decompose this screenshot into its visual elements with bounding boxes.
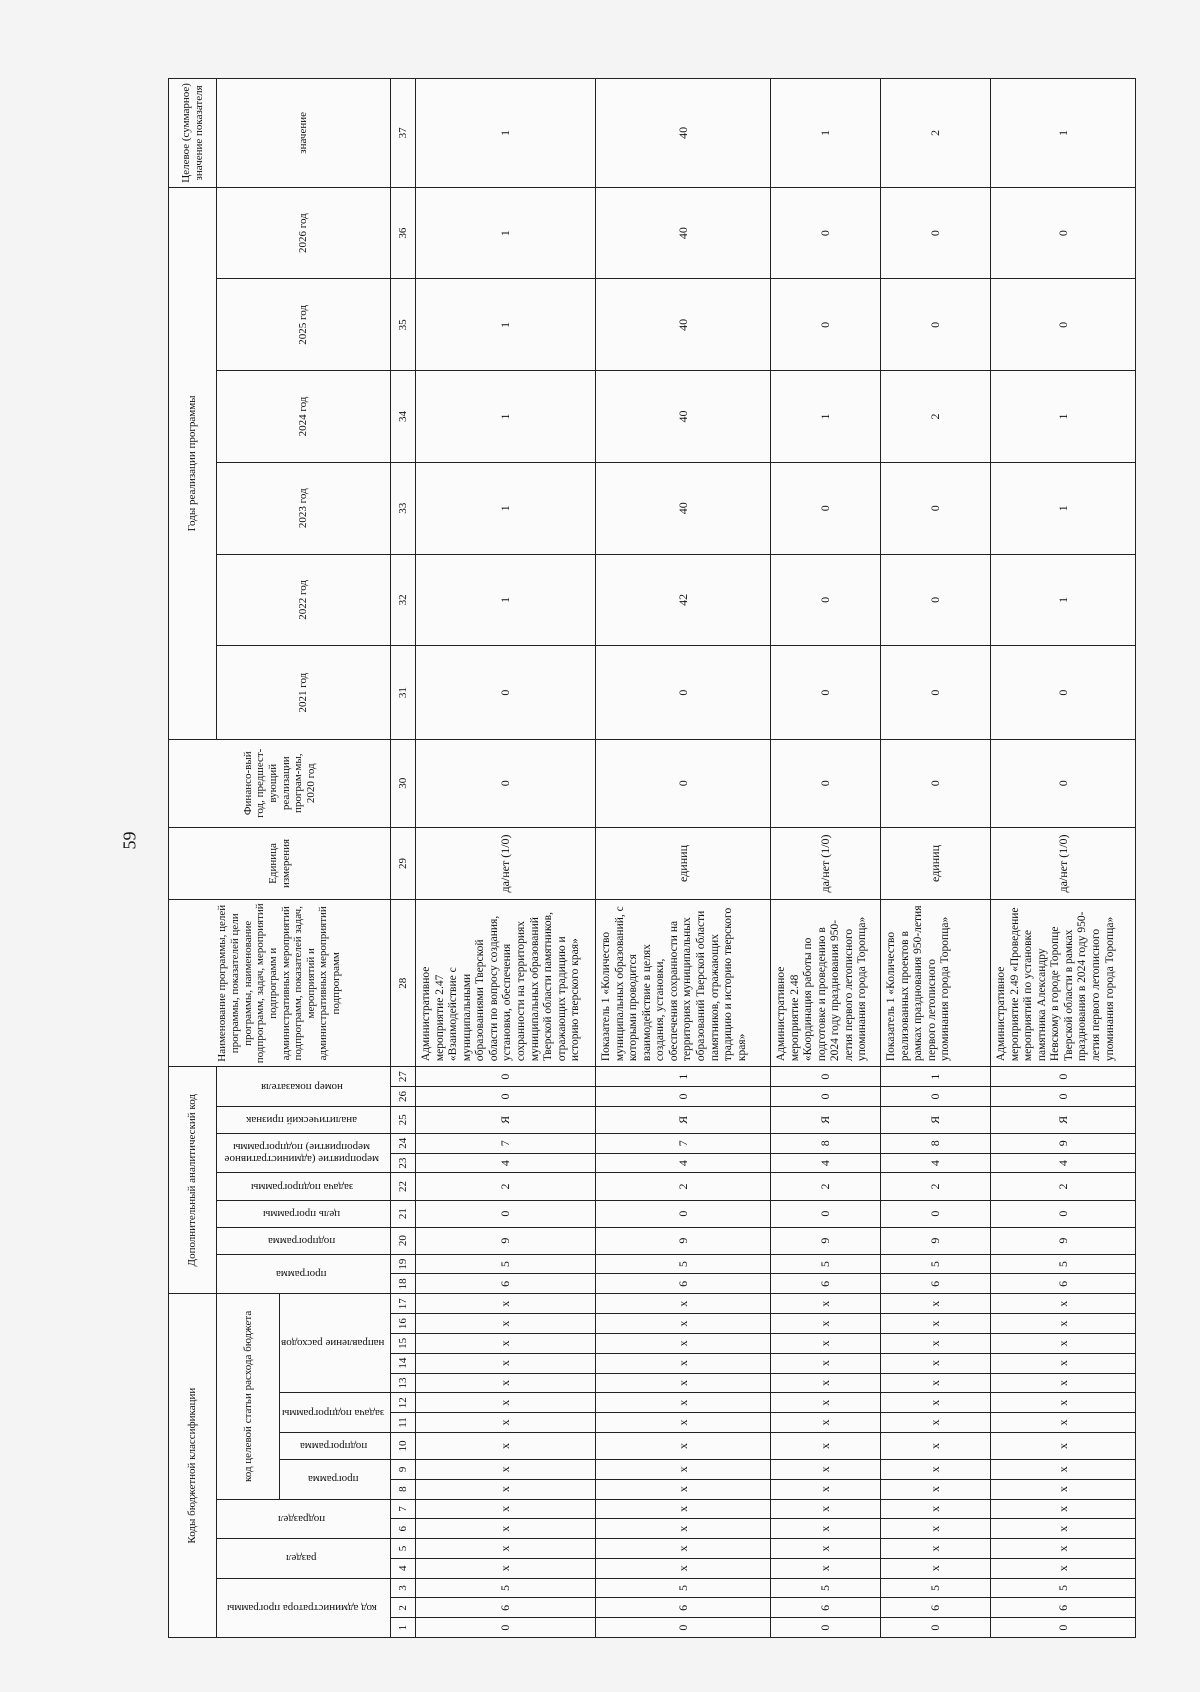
column-number: 21 (391, 1200, 416, 1227)
code-cell: х (416, 1459, 596, 1479)
value-cell: 1 (991, 79, 1136, 188)
year-2021-header: 2021 год (217, 646, 391, 740)
column-number: 4 (391, 1558, 416, 1578)
code-cell: х (596, 1314, 771, 1334)
column-number: 15 (391, 1333, 416, 1353)
code-cell: х (596, 1499, 771, 1519)
value-cell: 1 (416, 371, 596, 463)
value-cell: 0 (596, 646, 771, 740)
code-cell: Я (596, 1106, 771, 1133)
code-cell: х (881, 1353, 991, 1373)
column-number: 31 (391, 646, 416, 740)
code-cell: х (416, 1294, 596, 1314)
ac-event-header: мероприятие (административное мероприятие) подпрограммы (217, 1133, 391, 1173)
code-cell: 0 (881, 1087, 991, 1107)
ac-goal-header: цель программы (217, 1200, 391, 1227)
value-cell: 0 (881, 462, 991, 554)
code-cell: х (771, 1459, 881, 1479)
code-cell: х (596, 1432, 771, 1459)
code-cell: 0 (771, 1618, 881, 1638)
code-cell: х (991, 1314, 1136, 1334)
value-cell: 0 (881, 646, 991, 740)
code-cell: х (596, 1353, 771, 1373)
value-cell: 40 (596, 462, 771, 554)
value-cell: 1 (771, 79, 881, 188)
code-cell: 6 (596, 1274, 771, 1294)
value-cell: 0 (881, 740, 991, 828)
code-cell: 0 (881, 1618, 991, 1638)
code-cell: 0 (991, 1200, 1136, 1227)
table-row (771, 79, 881, 1638)
code-cell: х (991, 1413, 1136, 1433)
code-cell: 4 (416, 1153, 596, 1173)
code-cell: 9 (771, 1227, 881, 1254)
code-cell: х (881, 1539, 991, 1559)
code-cell: Я (771, 1106, 881, 1133)
code-cell: 6 (991, 1274, 1136, 1294)
subprogram-header: подпрограмма (280, 1432, 391, 1459)
code-cell: 6 (881, 1598, 991, 1618)
column-number: 26 (391, 1087, 416, 1107)
description-cell: Административное мероприятие 2.48 «Координация работы по подготовке и проведению в 2024 году празднования 950-летия первого летописного упоминания города Торопца» (771, 900, 881, 1067)
code-cell: 1 (881, 1067, 991, 1087)
subprogram-task-header: задача подпрограммы (280, 1393, 391, 1433)
column-number: 13 (391, 1373, 416, 1393)
code-cell: х (881, 1479, 991, 1499)
column-number: 27 (391, 1067, 416, 1087)
code-cell: 0 (991, 1618, 1136, 1638)
code-cell: 4 (596, 1153, 771, 1173)
analytic-code-header: Дополнительный аналитический код (169, 1067, 217, 1294)
code-cell: 8 (881, 1133, 991, 1153)
code-cell: 6 (991, 1598, 1136, 1618)
ac-indicator-header: номер показателя (217, 1067, 391, 1107)
value-cell: 40 (596, 187, 771, 279)
code-cell: 0 (771, 1087, 881, 1107)
unit-header: Единица измерения (169, 827, 391, 900)
code-cell: х (596, 1373, 771, 1393)
code-cell: Я (991, 1106, 1136, 1133)
ac-task-header: задача подпрограммы (217, 1173, 391, 1200)
code-cell: 5 (416, 1254, 596, 1274)
table-row (991, 79, 1136, 1638)
code-cell: х (881, 1432, 991, 1459)
value-cell: 1 (771, 371, 881, 463)
code-cell: х (416, 1519, 596, 1539)
column-number: 23 (391, 1153, 416, 1173)
table-row (596, 79, 771, 1638)
column-number: 3 (391, 1578, 416, 1598)
name-header: Наименование программы, целей программы, показателей цели программы, наименование подпрограмм, задач, мероприятий подпрограмм и административных мероприятий подпрограмм, показателей задач, мероприятий и административных мероприятий подпрограмм (169, 900, 391, 1067)
code-cell: 6 (416, 1274, 596, 1294)
value-cell: 0 (771, 279, 881, 371)
value-cell: 0 (881, 554, 991, 646)
admin-code-header: код администратора программы (217, 1578, 391, 1637)
description-cell: Показатель 1 «Количество реализованных проектов в рамках празднования 950-летия первого летописного упоминания города Торопца» (881, 900, 991, 1067)
code-cell: 4 (771, 1153, 881, 1173)
code-cell: 0 (991, 1087, 1136, 1107)
column-number: 18 (391, 1274, 416, 1294)
code-cell: х (991, 1459, 1136, 1479)
value-cell: 1 (991, 371, 1136, 463)
description-cell: Административное мероприятие 2.47 «Взаимодействие с муниципальными образованиями Тверской области по вопросу создания, установки, обеспечения сохранности на территориях муниципальных образований Тверской области памятников, отражающих традицию и историю тверского края» (416, 900, 596, 1067)
code-cell: 1 (596, 1067, 771, 1087)
code-cell: х (596, 1333, 771, 1353)
code-cell: х (771, 1294, 881, 1314)
value-cell: 40 (596, 279, 771, 371)
code-cell: х (416, 1413, 596, 1433)
code-cell: 6 (596, 1598, 771, 1618)
code-cell: х (881, 1333, 991, 1353)
code-cell: х (596, 1294, 771, 1314)
code-cell: х (596, 1539, 771, 1559)
code-cell: 5 (771, 1254, 881, 1274)
years-group-header: Годы реализации программы (169, 187, 217, 739)
value-cell: 1 (991, 554, 1136, 646)
value-cell: 0 (416, 646, 596, 740)
code-cell: х (771, 1558, 881, 1578)
code-cell: х (596, 1413, 771, 1433)
column-number: 12 (391, 1393, 416, 1413)
program-header: программа (280, 1459, 391, 1499)
column-number-row (391, 79, 416, 1638)
value-cell: 1 (416, 462, 596, 554)
code-cell: х (416, 1539, 596, 1559)
value-cell: 0 (771, 462, 881, 554)
code-cell: х (771, 1333, 881, 1353)
column-number: 36 (391, 187, 416, 279)
code-cell: х (416, 1499, 596, 1519)
column-number: 33 (391, 462, 416, 554)
unit-cell: да/нет (1/0) (771, 827, 881, 900)
code-cell: х (771, 1314, 881, 1334)
value-cell: 40 (596, 79, 771, 188)
column-number: 9 (391, 1459, 416, 1479)
code-cell: 2 (596, 1173, 771, 1200)
code-cell: 5 (991, 1578, 1136, 1598)
code-cell: х (991, 1519, 1136, 1539)
code-cell: 9 (991, 1227, 1136, 1254)
code-cell: 4 (991, 1153, 1136, 1173)
code-cell: х (771, 1353, 881, 1373)
code-cell: 9 (991, 1133, 1136, 1153)
column-number: 10 (391, 1432, 416, 1459)
ac-attr-header: аналитический признак (217, 1106, 391, 1133)
code-cell: 0 (771, 1067, 881, 1087)
section-header: раздел (217, 1539, 391, 1579)
year-2022-header: 2022 год (217, 554, 391, 646)
code-cell: х (416, 1558, 596, 1578)
code-cell: Я (881, 1106, 991, 1133)
code-cell: 6 (416, 1598, 596, 1618)
column-number: 29 (391, 827, 416, 900)
column-number: 35 (391, 279, 416, 371)
code-cell: 0 (596, 1200, 771, 1227)
code-cell: 2 (416, 1173, 596, 1200)
value-cell: 0 (771, 740, 881, 828)
code-cell: х (881, 1393, 991, 1413)
column-number: 17 (391, 1294, 416, 1314)
value-cell: 1 (416, 79, 596, 188)
year-2023-header: 2023 год (217, 462, 391, 554)
code-cell: 9 (596, 1227, 771, 1254)
code-cell: 0 (416, 1067, 596, 1087)
code-cell: х (881, 1314, 991, 1334)
code-cell: х (596, 1459, 771, 1479)
column-number: 32 (391, 554, 416, 646)
code-cell: х (881, 1373, 991, 1393)
code-cell: 5 (881, 1254, 991, 1274)
code-cell: х (771, 1539, 881, 1559)
code-cell: х (771, 1432, 881, 1459)
code-cell: х (771, 1499, 881, 1519)
code-cell: х (416, 1373, 596, 1393)
value-cell: 1 (416, 187, 596, 279)
column-number: 5 (391, 1539, 416, 1559)
year-2026-header: 2026 год (217, 187, 391, 279)
value-cell: 0 (596, 740, 771, 828)
value-cell: 0 (416, 740, 596, 828)
value-cell: 0 (991, 740, 1136, 828)
value-cell: 0 (991, 187, 1136, 279)
target-value-header: значение (217, 79, 391, 188)
code-cell: х (881, 1519, 991, 1539)
column-number: 7 (391, 1499, 416, 1519)
code-cell: х (416, 1314, 596, 1334)
column-number: 24 (391, 1133, 416, 1153)
code-cell: 0 (416, 1087, 596, 1107)
unit-cell: единиц (881, 827, 991, 900)
value-cell: 1 (416, 279, 596, 371)
description-cell: Показатель 1 «Количество муниципальных образований, с которыми проводится взаимодействие в целях создания, установки, обеспечения сохранности на территориях муниципальных образований Тверской области памятников, отражающих традицию и историю тверского края» (596, 900, 771, 1067)
code-cell: 0 (881, 1200, 991, 1227)
value-cell: 0 (991, 646, 1136, 740)
code-cell: 5 (881, 1578, 991, 1598)
unit-cell: единиц (596, 827, 771, 900)
code-cell: 5 (596, 1578, 771, 1598)
code-cell: х (881, 1294, 991, 1314)
code-cell: х (596, 1479, 771, 1499)
column-number: 11 (391, 1413, 416, 1433)
column-number: 25 (391, 1106, 416, 1133)
code-cell: 8 (771, 1133, 881, 1153)
column-number: 6 (391, 1519, 416, 1539)
code-cell: 6 (771, 1274, 881, 1294)
ac-program-header: программа (217, 1254, 391, 1294)
unit-cell: да/нет (1/0) (416, 827, 596, 900)
code-cell: 9 (416, 1227, 596, 1254)
code-cell: х (881, 1413, 991, 1433)
column-number: 30 (391, 740, 416, 828)
code-cell: 6 (771, 1598, 881, 1618)
table-row (416, 79, 596, 1638)
page-number: 59 (119, 831, 140, 850)
column-number: 22 (391, 1173, 416, 1200)
code-cell: х (991, 1539, 1136, 1559)
code-cell: 0 (596, 1087, 771, 1107)
code-cell: х (416, 1393, 596, 1413)
value-cell: 2 (881, 79, 991, 188)
code-cell: 5 (596, 1254, 771, 1274)
code-cell: 0 (771, 1200, 881, 1227)
target-article-header: код целевой статьи расхода бюджета (217, 1294, 280, 1499)
column-number: 28 (391, 900, 416, 1067)
code-cell: 2 (771, 1173, 881, 1200)
code-cell: х (991, 1294, 1136, 1314)
code-cell: 7 (596, 1133, 771, 1153)
code-cell: х (991, 1479, 1136, 1499)
code-cell: х (991, 1499, 1136, 1519)
code-cell: 4 (881, 1153, 991, 1173)
budget-codes-header: Коды бюджетной классификации (169, 1294, 217, 1638)
code-cell: х (416, 1432, 596, 1459)
value-cell: 2 (881, 371, 991, 463)
code-cell: 5 (991, 1254, 1136, 1274)
column-number: 2 (391, 1598, 416, 1618)
rotated-sheet (168, 78, 1116, 1638)
code-cell: 6 (881, 1274, 991, 1294)
program-table (168, 78, 1136, 1638)
expense-direction-header: направление расходов (280, 1294, 391, 1393)
code-cell: 5 (771, 1578, 881, 1598)
fin-year-header: Финансо-вый год, предшест-вующий реализации програм-мы, 2020 год (169, 740, 391, 828)
code-cell: х (596, 1393, 771, 1413)
column-number: 34 (391, 371, 416, 463)
code-cell: х (416, 1479, 596, 1499)
subsection-header: подраздел (217, 1499, 391, 1539)
code-cell: х (771, 1413, 881, 1433)
code-cell: 9 (881, 1227, 991, 1254)
value-cell: 0 (771, 554, 881, 646)
column-number: 8 (391, 1479, 416, 1499)
column-number: 37 (391, 79, 416, 188)
code-cell: 0 (416, 1618, 596, 1638)
year-2025-header: 2025 год (217, 279, 391, 371)
value-cell: 0 (991, 279, 1136, 371)
code-cell: х (771, 1373, 881, 1393)
column-number: 19 (391, 1254, 416, 1274)
code-cell: х (991, 1558, 1136, 1578)
description-cell: Административное мероприятие 2.49 «Проведение мероприятий по установке памятника Александру Невскому в городе Торопце Тверской области в рамках празднования в 2024 году 950-летия первого летописного упоминания города Торопца» (991, 900, 1136, 1067)
code-cell: х (991, 1373, 1136, 1393)
code-cell: х (771, 1479, 881, 1499)
code-cell: х (416, 1333, 596, 1353)
value-cell: 0 (881, 279, 991, 371)
value-cell: 40 (596, 371, 771, 463)
code-cell: 2 (881, 1173, 991, 1200)
column-number: 20 (391, 1227, 416, 1254)
unit-cell: да/нет (1/0) (991, 827, 1136, 900)
code-cell: 0 (596, 1618, 771, 1638)
code-cell: х (991, 1353, 1136, 1373)
code-cell: х (991, 1432, 1136, 1459)
code-cell: х (991, 1393, 1136, 1413)
code-cell: х (596, 1519, 771, 1539)
target-header: Целевое (суммарное) значение показателя (169, 79, 217, 188)
value-cell: 1 (416, 554, 596, 646)
code-cell: 5 (416, 1578, 596, 1598)
year-2024-header: 2024 год (217, 371, 391, 463)
table-row (881, 79, 991, 1638)
value-cell: 0 (771, 646, 881, 740)
code-cell: х (881, 1499, 991, 1519)
code-cell: 2 (991, 1173, 1136, 1200)
code-cell: х (881, 1558, 991, 1578)
code-cell: х (881, 1459, 991, 1479)
code-cell: Я (416, 1106, 596, 1133)
code-cell: 0 (991, 1067, 1136, 1087)
column-number: 16 (391, 1314, 416, 1334)
code-cell: х (596, 1558, 771, 1578)
code-cell: 7 (416, 1133, 596, 1153)
value-cell: 0 (771, 187, 881, 279)
code-cell: х (771, 1519, 881, 1539)
column-number: 14 (391, 1353, 416, 1373)
value-cell: 42 (596, 554, 771, 646)
code-cell: х (416, 1353, 596, 1373)
code-cell: х (771, 1393, 881, 1413)
column-number: 1 (391, 1618, 416, 1638)
code-cell: х (991, 1333, 1136, 1353)
ac-subprogram-header: подпрограмма (217, 1227, 391, 1254)
value-cell: 1 (991, 462, 1136, 554)
value-cell: 0 (881, 187, 991, 279)
code-cell: 0 (416, 1200, 596, 1227)
